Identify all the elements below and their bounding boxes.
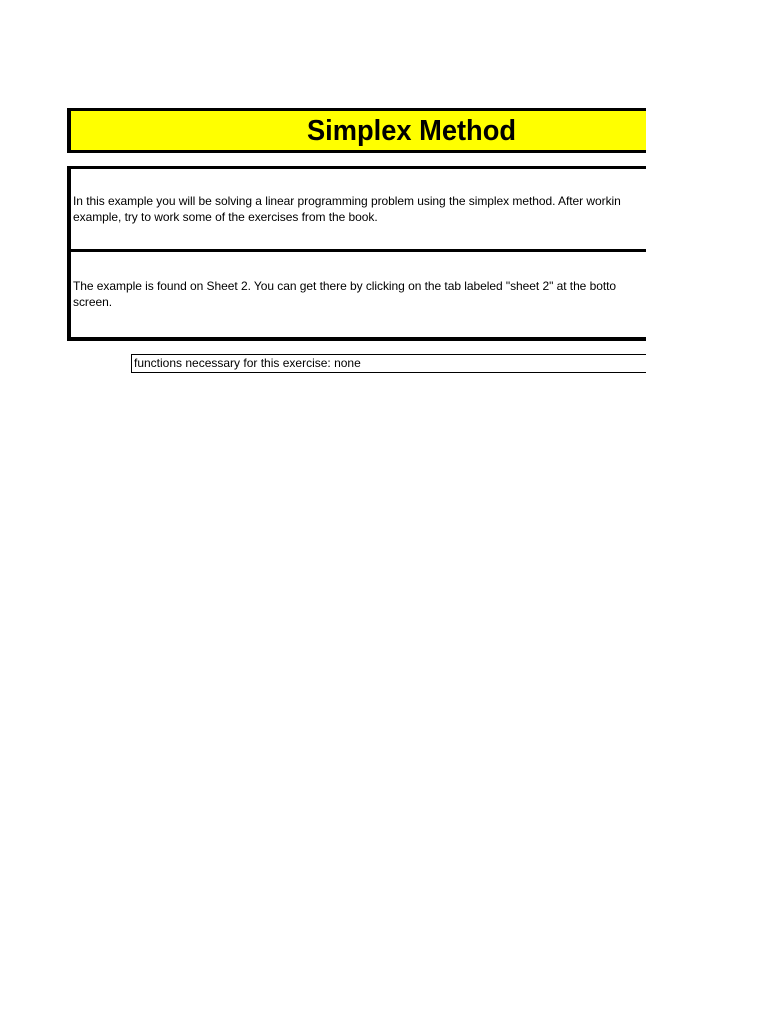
page-edge-mask	[646, 100, 768, 400]
location-paragraph	[73, 278, 667, 310]
intro-line-2: example, try to work some of the exercises from the book.	[73, 210, 378, 224]
functions-note-cell	[131, 354, 651, 373]
section-divider	[71, 249, 667, 252]
intro-paragraph	[73, 193, 667, 225]
location-line-1: The example is found on Sheet 2. You can get there by clicking on the tab labeled "sheet 2" at the botto	[73, 279, 617, 293]
instructions-box	[67, 166, 667, 341]
page-title: Simplex Method	[307, 115, 517, 147]
intro-line-1: In this example you will be solving a linear programming problem using the simplex method. After workin	[73, 194, 621, 208]
title-banner	[67, 108, 667, 153]
functions-note: functions necessary for this exercise: none	[134, 356, 361, 370]
location-line-2: screen.	[73, 295, 113, 309]
